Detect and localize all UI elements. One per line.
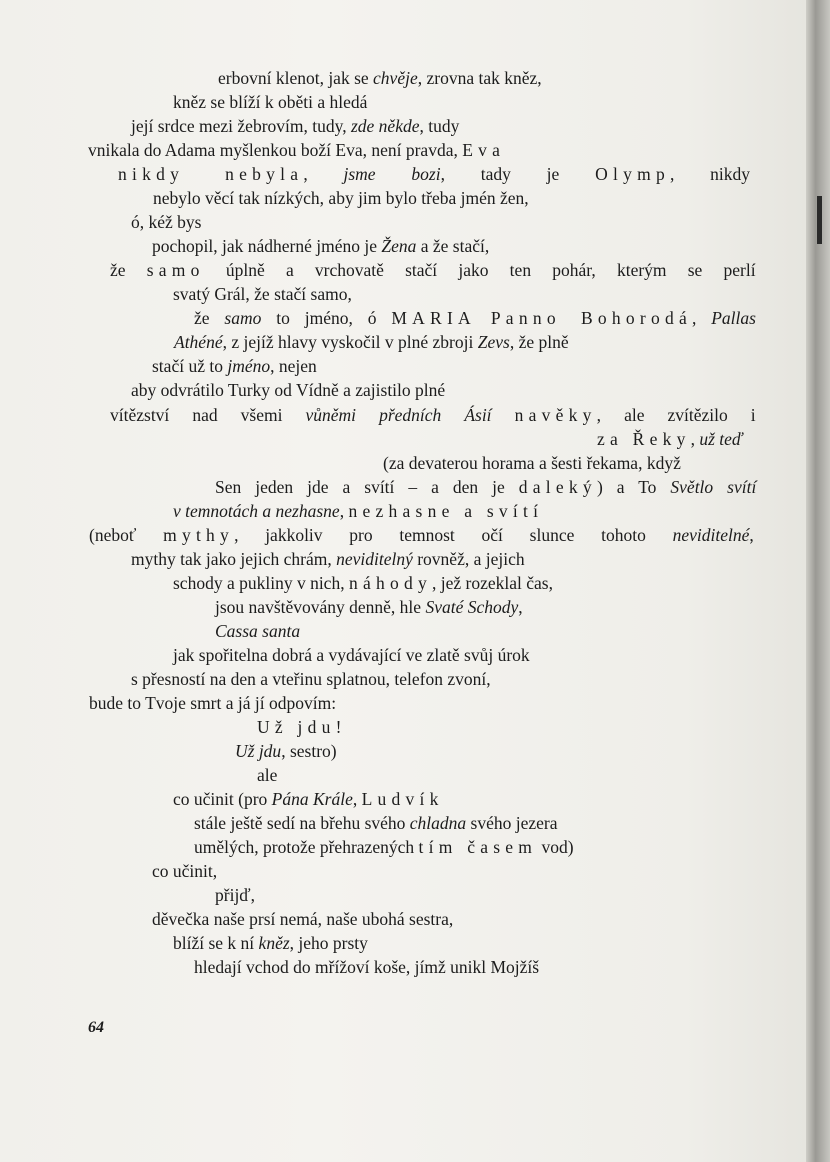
italic-phrase: vůněmi předních Ásií bbox=[305, 405, 492, 425]
text-run: , sestro) bbox=[281, 741, 337, 761]
italic-phrase: jsme bozi bbox=[343, 164, 441, 184]
text-run: , jeho prsty bbox=[289, 933, 368, 953]
spaced-emphasis: MARIA bbox=[391, 308, 476, 328]
poem-line bbox=[174, 331, 569, 353]
text-run: umělých, protože přehrazených bbox=[194, 837, 419, 857]
text-run: , tudy bbox=[419, 116, 460, 136]
italic-phrase: neviditelné bbox=[672, 525, 750, 545]
text-run: , bbox=[518, 597, 523, 617]
spaced-emphasis: Panno Bohorodá bbox=[490, 308, 692, 328]
spaced-emphasis: Ludvík bbox=[361, 789, 444, 809]
text-run bbox=[476, 308, 491, 328]
spaced-emphasis: tím časem bbox=[418, 837, 538, 857]
text-run: , jež rozeklal čas, bbox=[431, 573, 553, 593]
poem-line bbox=[194, 307, 756, 329]
poem-line bbox=[194, 812, 558, 834]
text-run: rovněž, a jejich bbox=[412, 549, 525, 569]
poem-line bbox=[118, 163, 750, 185]
text-run: , jakkoliv pro temnost očí slunce tohoto bbox=[234, 525, 673, 545]
text-run: blíží se k ní bbox=[173, 933, 259, 953]
text-run: stačí už to bbox=[152, 356, 228, 376]
text-run: vod) bbox=[537, 837, 574, 857]
poem-line bbox=[88, 139, 505, 161]
text-run: (neboť bbox=[89, 525, 164, 545]
poem-line bbox=[194, 956, 539, 978]
italic-phrase: Žena bbox=[381, 236, 417, 256]
text-run: úplně a vrchovatě stačí jako ten pohár, kterým se perlí bbox=[204, 260, 756, 280]
text-run bbox=[492, 405, 515, 425]
poem-line bbox=[173, 500, 543, 522]
text-run: , tady je bbox=[440, 164, 596, 184]
italic-phrase: neviditelný bbox=[336, 549, 413, 569]
poem-line bbox=[215, 476, 756, 498]
poem-line bbox=[235, 740, 337, 762]
text-run: bude to Tvoje smrt a já jí odpovím: bbox=[89, 693, 337, 713]
text-run: aby odvrátilo Turky od Vídně a zajistilo plné bbox=[131, 380, 446, 400]
text-run: jsou navštěvovány denně, hle bbox=[215, 597, 426, 617]
text-run: děvečka naše prsí nemá, naše ubohá sestra, bbox=[152, 909, 454, 929]
poem-line bbox=[173, 572, 553, 594]
italic-phrase: Cassa santa bbox=[215, 621, 301, 641]
spaced-emphasis: Olymp bbox=[595, 164, 670, 184]
italic-phrase: samo bbox=[224, 308, 262, 328]
text-run: s přesností na den a vteřinu splatnou, telefon zvoní, bbox=[131, 669, 491, 689]
text-run: , bbox=[303, 164, 344, 184]
text-run: svého jezera bbox=[466, 813, 558, 833]
page-binding-edge bbox=[806, 0, 830, 1162]
text-run: , bbox=[690, 429, 700, 449]
text-run: pochopil, jak nádherné jméno je bbox=[152, 236, 382, 256]
poem-line bbox=[215, 620, 300, 642]
text-run: schody a pukliny v nich, bbox=[173, 573, 349, 593]
poem-line bbox=[173, 91, 367, 113]
poem-line bbox=[152, 860, 217, 882]
text-run: , zrovna tak kněz, bbox=[417, 68, 542, 88]
spaced-emphasis: nikdy nebyla bbox=[118, 164, 304, 184]
poem-line bbox=[89, 692, 336, 714]
text-run: ) a To bbox=[596, 477, 671, 497]
text-run: mythy tak jako jejich chrám, bbox=[131, 549, 337, 569]
text-run: erbovní klenot, jak se bbox=[218, 68, 374, 88]
text-run: , bbox=[691, 308, 712, 328]
text-run: , bbox=[352, 789, 362, 809]
text-run: stále ještě sedí na břehu svého bbox=[194, 813, 410, 833]
poem-line bbox=[153, 187, 529, 209]
text-run: ó, kéž bys bbox=[131, 212, 202, 232]
poem-line bbox=[173, 644, 530, 666]
spaced-emphasis: navěky bbox=[514, 405, 597, 425]
text-run: její srdce mezi žebrovím, tudy, bbox=[131, 116, 351, 136]
text-run: co učinit, bbox=[152, 861, 218, 881]
text-run: , bbox=[339, 501, 349, 521]
italic-phrase: chladna bbox=[409, 813, 467, 833]
poem-line bbox=[131, 548, 525, 570]
italic-phrase: zde někde bbox=[350, 116, 420, 136]
text-run: vnikala do Adama myšlenkou boží Eva, není pravda, bbox=[88, 140, 463, 160]
text-run: svatý Grál, že stačí samo, bbox=[173, 284, 352, 304]
poem-line bbox=[89, 524, 754, 546]
spaced-emphasis: Eva bbox=[462, 140, 506, 160]
text-run: , ale zvítězilo i bbox=[596, 405, 756, 425]
spaced-emphasis: náhody bbox=[348, 573, 432, 593]
text-run: kněz se blíží k oběti a hledá bbox=[173, 92, 368, 112]
spaced-emphasis: samo bbox=[146, 260, 205, 280]
text-run: Sen jeden jde a svítí – a den je bbox=[215, 477, 519, 497]
italic-phrase: Už jdu bbox=[235, 741, 282, 761]
spaced-emphasis: daleký bbox=[518, 477, 597, 497]
poem-line bbox=[597, 428, 743, 450]
poem-line bbox=[110, 404, 756, 426]
poem-line bbox=[131, 668, 491, 690]
italic-phrase: Zevs bbox=[477, 332, 510, 352]
poem-line bbox=[194, 836, 574, 858]
italic-phrase: Pallas bbox=[711, 308, 756, 328]
text-run: nebylo věcí tak nízkých, aby jim bylo třeba jmén žen, bbox=[153, 188, 529, 208]
spaced-emphasis: mythy bbox=[163, 525, 235, 545]
poem-line bbox=[257, 716, 347, 738]
italic-phrase: Pána Krále bbox=[271, 789, 353, 809]
poem-line bbox=[215, 596, 523, 618]
italic-phrase: už teď bbox=[699, 429, 743, 449]
italic-phrase: Světlo svítí bbox=[670, 477, 757, 497]
text-run: co učinit (pro bbox=[173, 789, 272, 809]
italic-phrase: Athéné bbox=[174, 332, 223, 352]
text-run: (za devaterou horama a šesti řekama, když bbox=[383, 453, 681, 473]
poem-line bbox=[152, 908, 453, 930]
text-run: vítězství nad všemi bbox=[110, 405, 306, 425]
spaced-emphasis: Už jdu! bbox=[257, 717, 347, 737]
poem-line bbox=[173, 788, 444, 810]
italic-phrase: jméno bbox=[227, 356, 271, 376]
text-run: , bbox=[749, 525, 754, 545]
poem-line bbox=[110, 259, 756, 281]
text-run: , z jejíž hlavy vyskočil v plné zbroji bbox=[222, 332, 478, 352]
page-number: 64 bbox=[88, 1019, 104, 1036]
poem-line bbox=[131, 379, 445, 401]
poem-line bbox=[173, 932, 368, 954]
text-run: ale bbox=[257, 765, 278, 785]
spaced-emphasis: za Řeky bbox=[597, 429, 691, 449]
poem-line bbox=[218, 67, 542, 89]
poem-line bbox=[383, 452, 681, 474]
italic-phrase: kněz bbox=[258, 933, 290, 953]
poem-line bbox=[131, 211, 201, 233]
poem-line bbox=[257, 764, 277, 786]
text-run: , nejen bbox=[270, 356, 317, 376]
text-run: a že stačí, bbox=[416, 236, 490, 256]
text-run: hledají vchod do mřížoví koše, jímž unikl Mojžíš bbox=[194, 957, 540, 977]
poem-line bbox=[173, 283, 352, 305]
text-run: to jméno, ó bbox=[261, 308, 392, 328]
text-run: , že plně bbox=[509, 332, 569, 352]
poem-line bbox=[152, 355, 317, 377]
poem-line bbox=[215, 884, 255, 906]
text-run: přijď, bbox=[215, 885, 255, 905]
italic-phrase: Svaté Schody bbox=[425, 597, 519, 617]
text-run: , nikdy bbox=[669, 164, 751, 184]
text-run: že bbox=[110, 260, 147, 280]
text-run: že bbox=[194, 308, 225, 328]
italic-phrase: chvěje bbox=[373, 68, 418, 88]
poem-line bbox=[152, 235, 489, 257]
text-run: jak spořitelna dobrá a vydávající ve zlatě svůj úrok bbox=[173, 645, 530, 665]
italic-phrase: v temnotách a nezhasne bbox=[173, 501, 340, 521]
page-edge-mark bbox=[817, 196, 822, 244]
spaced-emphasis: nezhasne a svítí bbox=[348, 501, 544, 521]
poem-line bbox=[131, 115, 459, 137]
